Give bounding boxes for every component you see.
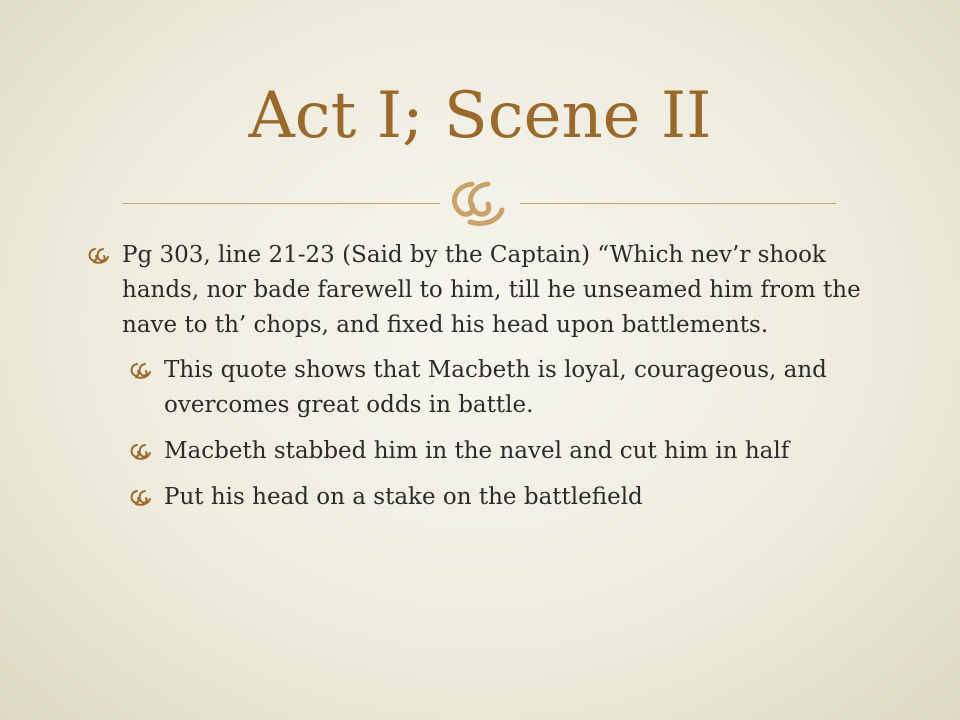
bullet-text: Pg 303, line 21-23 (Said by the Captain) “Which nev’r shook hands, nor bade farewell to him, till he unseamed him from the nave to th’ chops, and fixed his head upon battlements. — [122, 242, 861, 338]
bullet-item — [86, 238, 876, 343]
ornamental-bullet-icon — [128, 488, 154, 506]
title-divider-right — [520, 203, 836, 204]
title-divider-left — [122, 203, 440, 204]
sub-bullet-item — [86, 353, 876, 423]
ornamental-bullet-icon — [86, 246, 112, 264]
sub-bullet-text: Macbeth stabbed him in the navel and cut him in half — [164, 438, 790, 464]
ornamental-flourish-icon — [442, 176, 518, 230]
ornamental-bullet-icon — [128, 442, 154, 460]
sub-bullet-item — [86, 480, 876, 515]
slide-title: Act I; Scene II — [248, 79, 712, 153]
sub-bullet-text: This quote shows that Macbeth is loyal, courageous, and overcomes great odds in battle. — [164, 357, 827, 418]
ornamental-bullet-icon — [128, 361, 154, 379]
sub-bullet-text: Put his head on a stake on the battlefield — [164, 484, 643, 510]
slide-body — [86, 238, 876, 526]
sub-bullet-item — [86, 434, 876, 469]
